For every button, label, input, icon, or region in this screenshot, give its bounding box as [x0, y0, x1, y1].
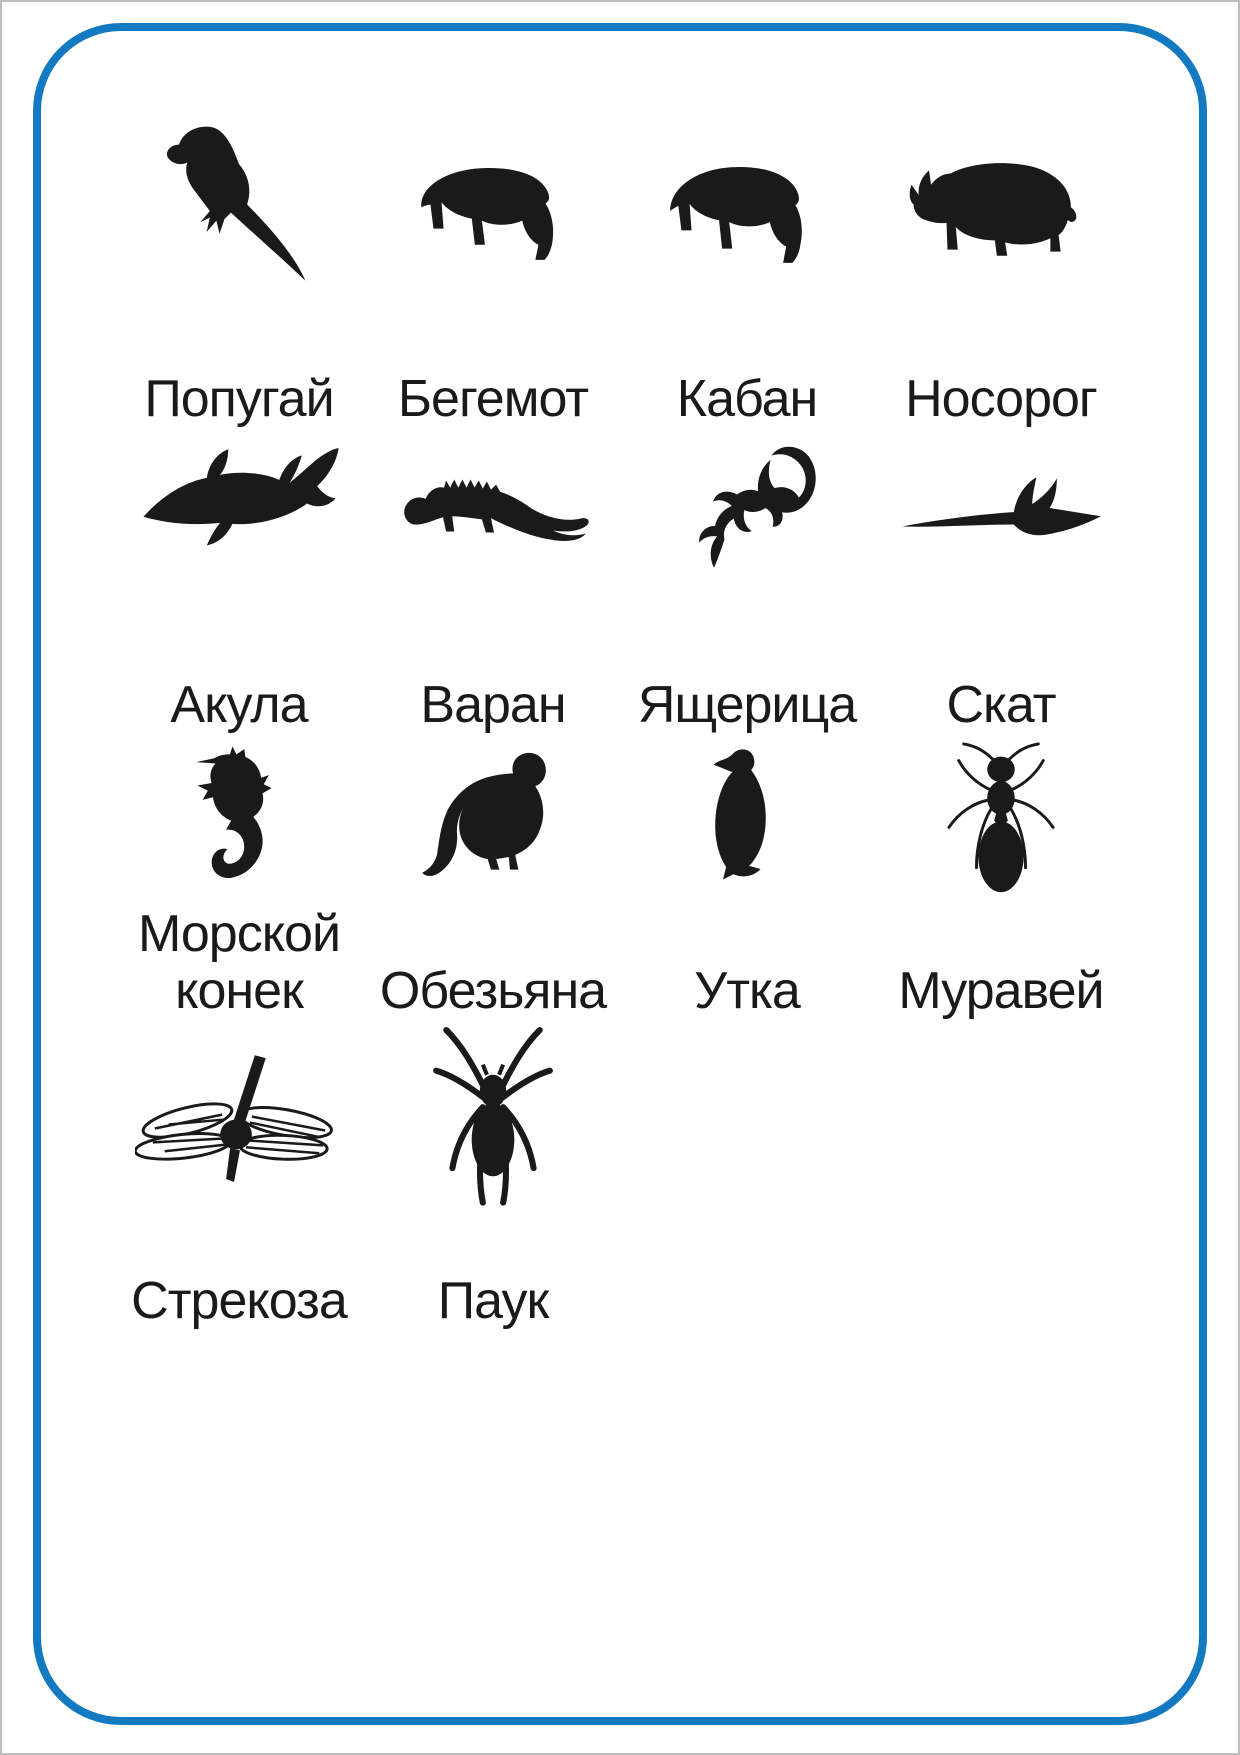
parrot-icon — [150, 122, 328, 300]
icon-row-1 — [112, 118, 1128, 304]
label-row-3 — [112, 904, 1128, 1020]
ant-icon — [942, 739, 1060, 901]
label-row-2 — [112, 672, 1128, 734]
animal-cell — [366, 746, 620, 894]
animal-label: Обезьяна — [379, 962, 607, 1020]
animal-cell — [874, 470, 1128, 542]
animal-cell — [112, 745, 366, 895]
animal-label: Кабан — [676, 370, 818, 428]
animal-label: Варан — [420, 676, 566, 734]
monkey-icon — [419, 746, 567, 894]
animal-label: Скат — [946, 676, 1056, 734]
animal-label: Стрекоза — [131, 1272, 347, 1330]
animal-label: Муравей — [898, 962, 1104, 1020]
duck-icon — [700, 747, 794, 893]
stingray-icon — [899, 470, 1104, 542]
animal-cell — [112, 437, 366, 575]
animal-cell — [366, 155, 620, 268]
icon-row-3 — [112, 736, 1128, 904]
monitor-lizard-icon — [391, 460, 595, 552]
seahorse-icon — [187, 745, 291, 895]
animal-cell — [874, 739, 1128, 901]
dragonfly-icon — [135, 1053, 343, 1202]
animal-label: Ящерица — [637, 676, 857, 734]
animal-cell — [620, 153, 874, 270]
animal-cell — [366, 460, 620, 552]
animal-label: Морской конек — [137, 905, 341, 1020]
boar-icon — [658, 153, 836, 270]
animal-label: Попугай — [144, 370, 334, 428]
animal-cell — [874, 157, 1128, 265]
animal-cell — [620, 441, 874, 572]
lizard-icon — [676, 441, 818, 572]
animal-label: Носорог — [905, 370, 1097, 428]
animal-label: Акула — [170, 676, 308, 734]
rhino-icon — [903, 157, 1099, 265]
label-row-4 — [112, 1268, 1128, 1330]
animal-cell — [366, 1026, 620, 1229]
animal-cell — [112, 122, 366, 300]
animal-label: Утка — [694, 962, 800, 1020]
shark-icon — [137, 437, 342, 575]
animal-cell — [112, 1053, 366, 1202]
animal-label: Бегемот — [397, 370, 589, 428]
spider-icon — [432, 1026, 554, 1229]
icon-row-2 — [112, 425, 1128, 587]
animal-label: Паук — [437, 1272, 549, 1330]
icon-row-4 — [112, 1022, 1128, 1232]
label-row-1 — [112, 366, 1128, 428]
animal-cell — [620, 747, 874, 893]
hippo-icon — [407, 155, 579, 268]
